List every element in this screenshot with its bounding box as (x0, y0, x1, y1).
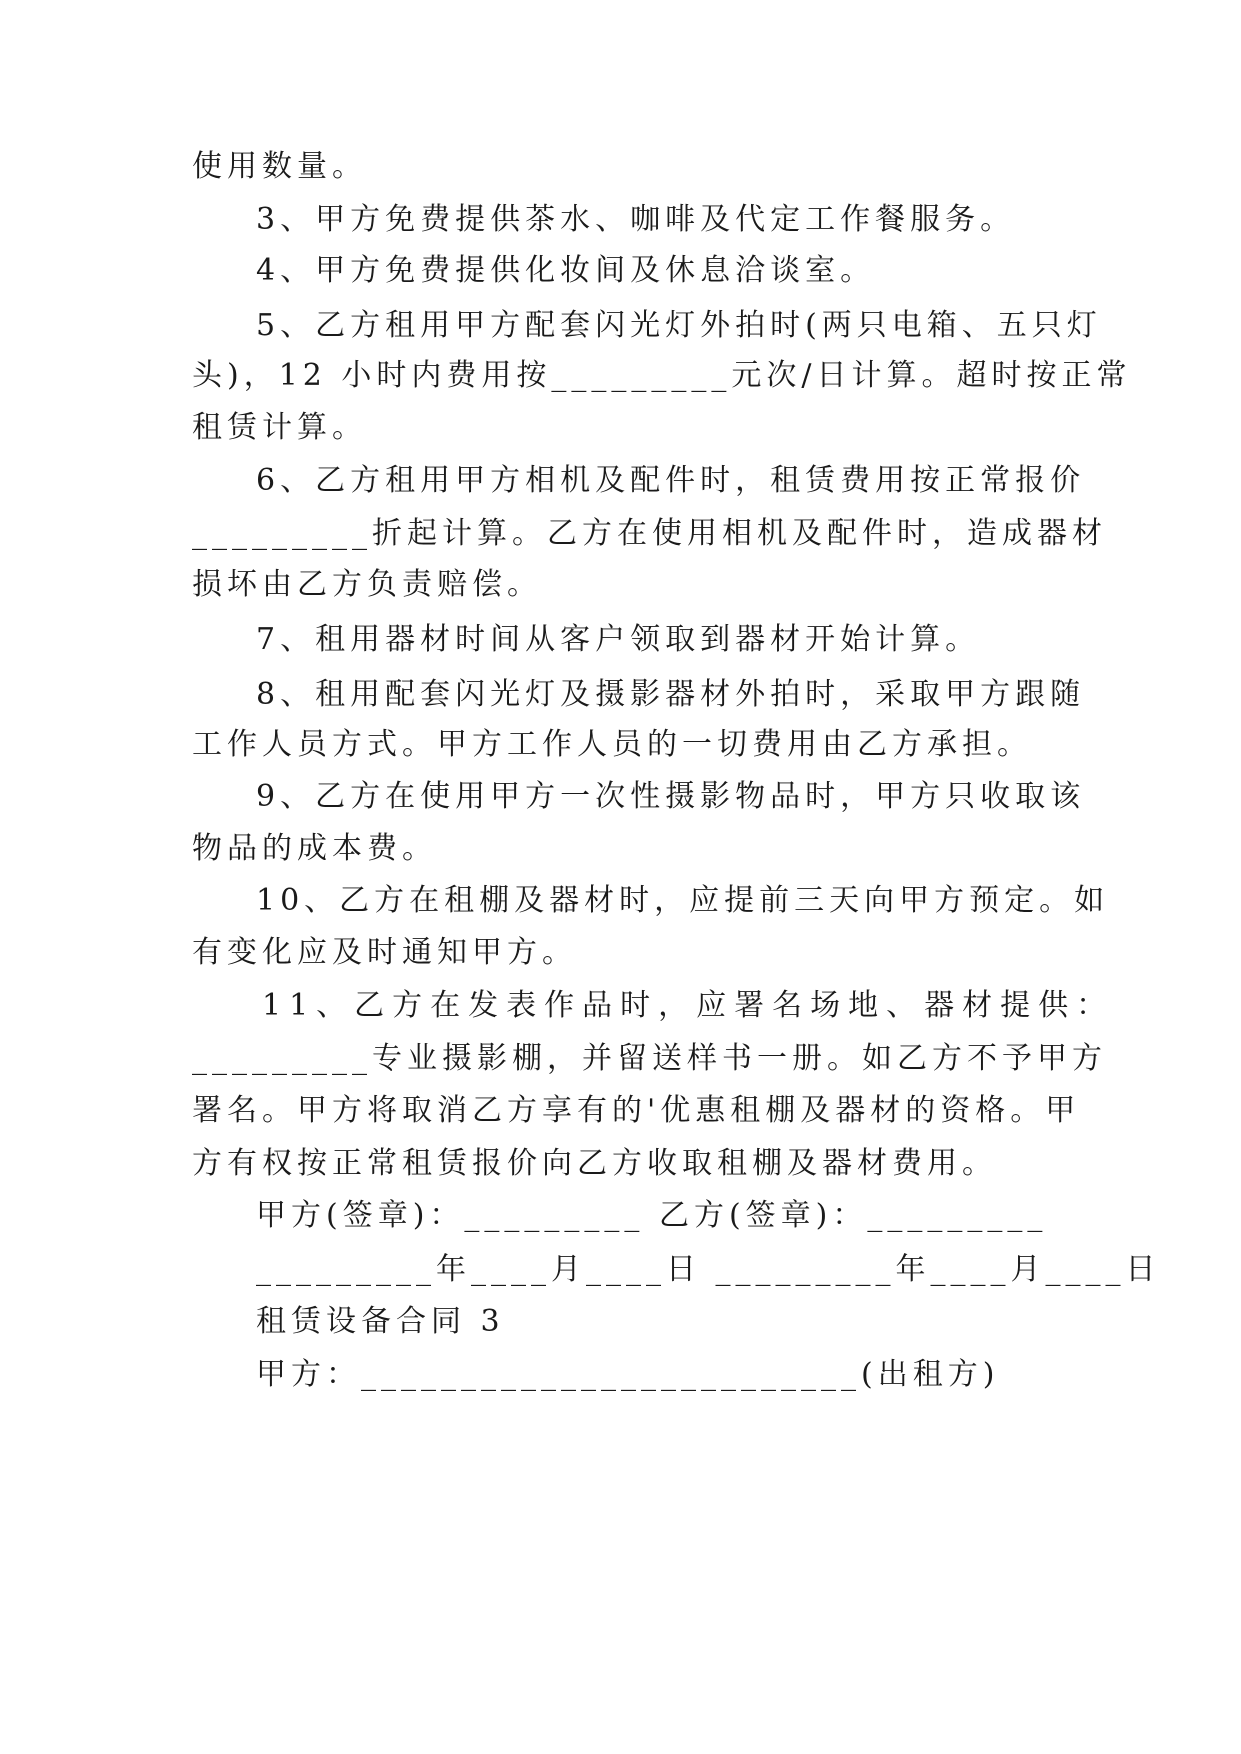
text-line: _________折起计算。乙方在使用相机及配件时，造成器材 (192, 516, 1107, 551)
text-line: 头)，12 小时内费用按_________元次/日计算。超时按正常 (192, 358, 1132, 393)
clause-6: 6、乙方租用甲方相机及配件时，租赁费用按正常报价 (256, 463, 1086, 498)
clause-7: 7、租用器材时间从客户领取到器材开始计算。 (256, 622, 981, 657)
text-line: 署名。甲方将取消乙方享有的'优惠租棚及器材的资格。甲 (192, 1093, 1081, 1128)
clause-4: 4、甲方免费提供化妆间及休息洽谈室。 (256, 253, 876, 288)
date-line: _________年____月____日 _________年____月____日 (256, 1252, 1161, 1287)
text-line: 损坏由乙方负责赔偿。 (192, 567, 542, 602)
clause-8: 8、租用配套闪光灯及摄影器材外拍时，采取甲方跟随 (256, 677, 1086, 712)
signature-line: 甲方(签章)：_________ 乙方(签章)：_________ (256, 1198, 1048, 1233)
clause-9: 9、乙方在使用甲方一次性摄影物品时，甲方只收取该 (256, 779, 1086, 814)
clause-5: 5、乙方租用甲方配套闪光灯外拍时(两只电箱、五只灯 (256, 308, 1102, 343)
text-line: 租赁计算。 (192, 410, 367, 445)
clause-11: 11、乙方在发表作品时，应署名场地、器材提供： (262, 988, 1115, 1023)
party-a-line: 甲方：_________________________(出租方) (256, 1357, 1000, 1392)
text-line: _________专业摄影棚，并留送样书一册。如乙方不予甲方 (192, 1041, 1107, 1076)
text-line: 方有权按正常租赁报价向乙方收取租棚及器材费用。 (192, 1146, 997, 1181)
section-title: 租赁设备合同 3 (256, 1304, 505, 1339)
clause-3: 3、甲方免费提供茶水、咖啡及代定工作餐服务。 (256, 202, 1016, 237)
text-line: 有变化应及时通知甲方。 (192, 935, 577, 970)
text-line: 使用数量。 (192, 149, 367, 184)
clause-10: 10、乙方在租棚及器材时，应提前三天向甲方预定。如 (256, 883, 1110, 918)
text-line: 物品的成本费。 (192, 831, 437, 866)
text-line: 工作人员方式。甲方工作人员的一切费用由乙方承担。 (192, 727, 1032, 762)
